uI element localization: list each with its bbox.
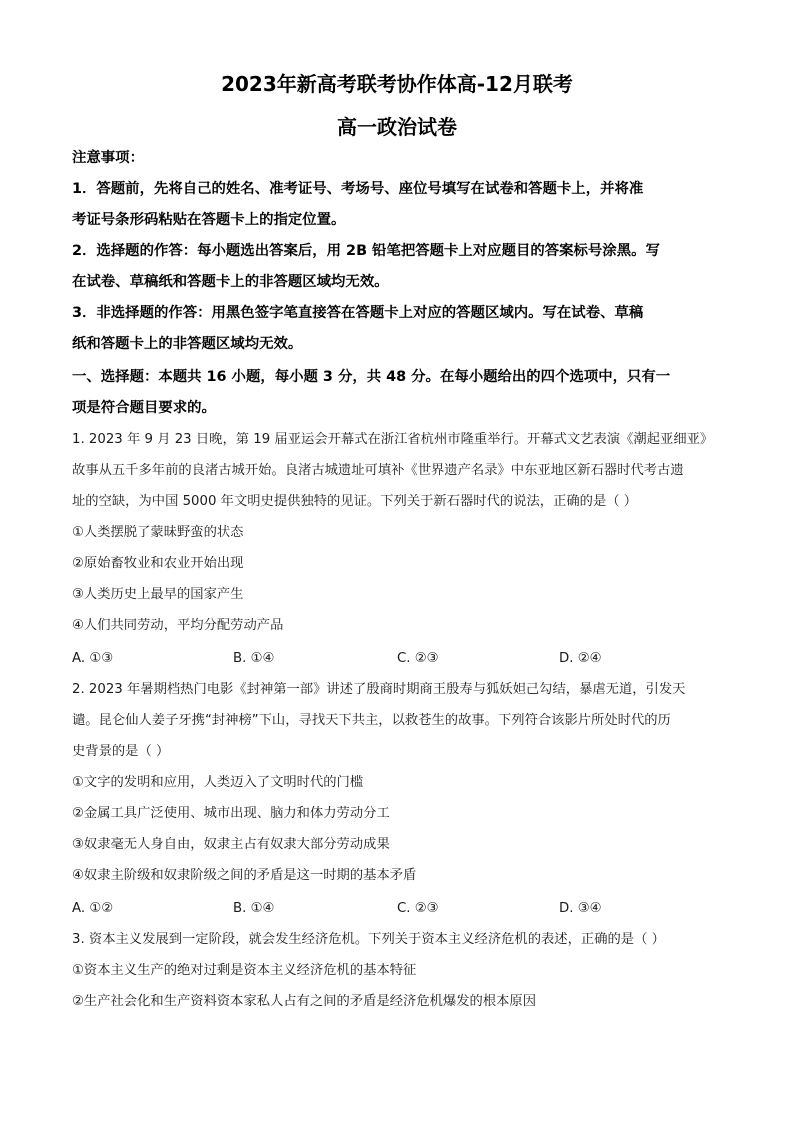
option-c: C. ②③: [397, 651, 439, 666]
option-d: D. ②④: [559, 651, 602, 666]
statement-item: ①文字的发明和应用，人类迈入了文明时代的门槛: [72, 775, 364, 790]
question-2-options: [72, 893, 722, 924]
option-b: B. ①④: [233, 651, 275, 666]
notice-line: 在试卷、草稿纸和答题卡上的非答题区域均无效。: [72, 274, 389, 290]
section-heading: [72, 362, 722, 424]
statement-item: ②原始畜牧业和农业开始出现: [72, 556, 244, 571]
statement-item: ③奴隶毫无人身自由，奴隶主占有奴隶大部分劳动成果: [72, 837, 390, 852]
statement-item: ③人类历史上最早的国家产生: [72, 587, 244, 602]
section-line: 项是符合题目要求的。: [72, 400, 216, 416]
exam-subtitle: 高一政治试卷: [337, 115, 457, 139]
question-stem-line: 故事从五千多年前的良渚古城开始。良渚古城遗址可填补《世界遗产名录》中东亚地区新石器时代考古遗: [72, 463, 684, 478]
statement-item: ④人们共同劳动，平均分配劳动产品: [72, 618, 284, 633]
notice-line: 1．答题前，先将自己的姓名、准考证号、考场号、座位号填写在试卷和答题卡上，并将准: [72, 181, 644, 197]
question-stem-line: 1. 2023 年 9 月 23 日晚，第 19 届亚运会开幕式在浙江省杭州市隆重举行。开幕式文艺表演《潮起亚细亚》: [72, 432, 714, 447]
question-1-options: [72, 643, 722, 674]
notice-line: 纸和答题卡上的非答题区域均无效。: [72, 336, 303, 352]
statement-item: ④奴隶主阶级和奴隶阶级之间的矛盾是这一时期的基本矛盾: [72, 868, 417, 883]
question-stem-line: 3. 资本主义发展到一定阶段，就会发生经济危机。下列关于资本主义经济危机的表述，正确的是（ ）: [72, 932, 665, 947]
section-line: 一、选择题：本题共 16 小题，每小题 3 分，共 48 分。在每小题给出的四个选项中，只有一: [72, 369, 671, 385]
question-stem-line: 谴。昆仑仙人姜子牙携“封神榜”下山，寻找天下共主，以救苍生的故事。下列符合该影片所处时代的历: [72, 713, 671, 728]
option-c: C. ②③: [397, 901, 439, 916]
option-b: B. ①④: [233, 901, 275, 916]
question-2: [72, 674, 722, 891]
option-a: A. ①③: [72, 651, 114, 666]
question-3: [72, 924, 722, 1017]
notice-line: 2．选择题的作答：每小题选出答案后，用 2B 铅笔把答题卡上对应题目的答案标号涂黑。写: [72, 243, 660, 259]
notice-line: 考证号条形码粘贴在答题卡上的指定位置。: [72, 212, 346, 228]
statement-item: ①资本主义生产的绝对过剩是资本主义经济危机的基本特征: [72, 963, 417, 978]
option-a: A. ①②: [72, 901, 114, 916]
question-stem-line: 址的空缺，为中国 5000 年文明史提供独特的见证。下列关于新石器时代的说法，正确的是（ ）: [72, 494, 638, 509]
question-stem-line: 2. 2023 年暑期档热门电影《封神第一部》讲述了殷商时期商王殷寿与狐妖妲己勾结，暴虐无道，引发天: [72, 682, 686, 697]
question-stem-line: 史背景的是（ ）: [72, 744, 170, 759]
statement-item: ①人类摆脱了蒙昧野蛮的状态: [72, 525, 244, 540]
notice-section: [72, 143, 722, 360]
notice-line: 3．非选择题的作答：用黑色签字笔直接答在答题卡上对应的答题区域内。写在试卷、草稿: [72, 305, 644, 321]
statement-item: ②生产社会化和生产资料资本家私人占有之间的矛盾是经济危机爆发的根本原因: [72, 994, 537, 1009]
question-1: [72, 424, 722, 641]
notice-heading: 注意事项：: [72, 150, 144, 166]
statement-item: ②金属工具广泛使用、城市出现、脑力和体力劳动分工: [72, 806, 390, 821]
option-d: D. ③④: [559, 901, 602, 916]
exam-title: 2023年新高考联考协作体高-12月联考: [221, 72, 573, 96]
